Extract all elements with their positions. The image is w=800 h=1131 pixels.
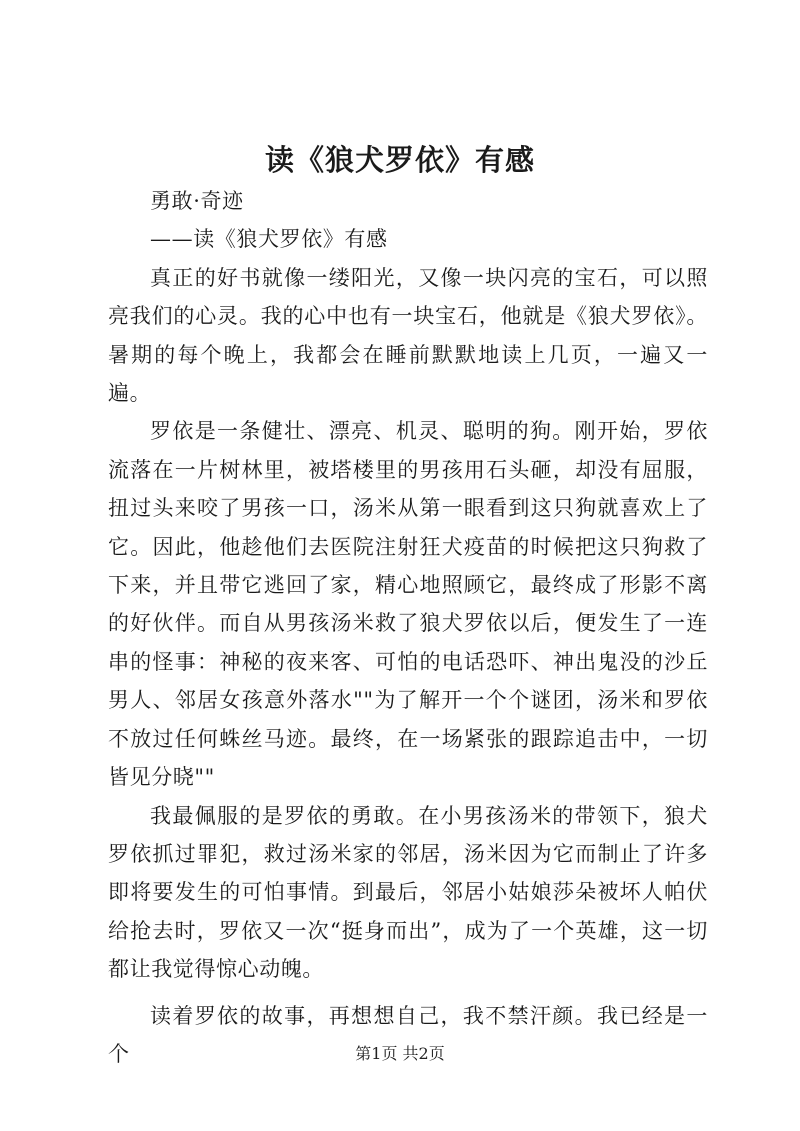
paragraph: 我最佩服的是罗依的勇敢。在小男孩汤米的带领下，狼犬罗依抓过罪犯，救过汤米家的邻居，汤米因为它而制止了许多即将要发生的可怕事情。到最后，邻居小姑娘莎朵被坏人帕伏给抢去时，罗依又一次“挺身而出”，成为了一个英雄，这一切都让我觉得惊心动魄。 [108,803,708,982]
subtitle-line: ——读《狼犬罗依》有感 [150,227,388,252]
paragraph: 罗依是一条健壮、漂亮、机灵、聪明的狗。刚开始，罗依流落在一片树林里，被塔楼里的男孩用石头砸，却没有屈服，扭过头来咬了男孩一口，汤米从第一眼看到这只狗就喜欢上了它。因此，他趁他们去医院注射狂犬疫苗的时候把这只狗救了下来，并且带它逃回了家，精心地照顾它，最终成了形影不离的好伙伴。而自从男孩汤米救了狼犬罗依以后，便发生了一连串的怪事：神秘的夜来客、可怕的电话恐吓、神出鬼没的沙丘男人、邻居女孩意外落水""为了解开一个个谜团，汤米和罗依不放过任何蛛丝马迹。最终，在一场紧张的跟踪追击中，一切皆见分晓"" [108,419,708,790]
paragraph: 真正的好书就像一缕阳光，又像一块闪亮的宝石，可以照亮我们的心灵。我的心中也有一块宝石，他就是《狼犬罗依》。暑期的每个晚上，我都会在睡前默默地读上几页，一遍又一遍。 [108,265,708,406]
subtitle-line: 勇敢·奇迹 [150,189,244,213]
paragraph: 读着罗依的故事，再想想自己，我不禁汗颜。我已经是一个 [108,1003,708,1066]
document-body [108,182,708,1073]
document-title: 读《狼犬罗依》有感 [264,143,535,177]
page-indicator: 第1页 共2页 [355,1044,445,1063]
